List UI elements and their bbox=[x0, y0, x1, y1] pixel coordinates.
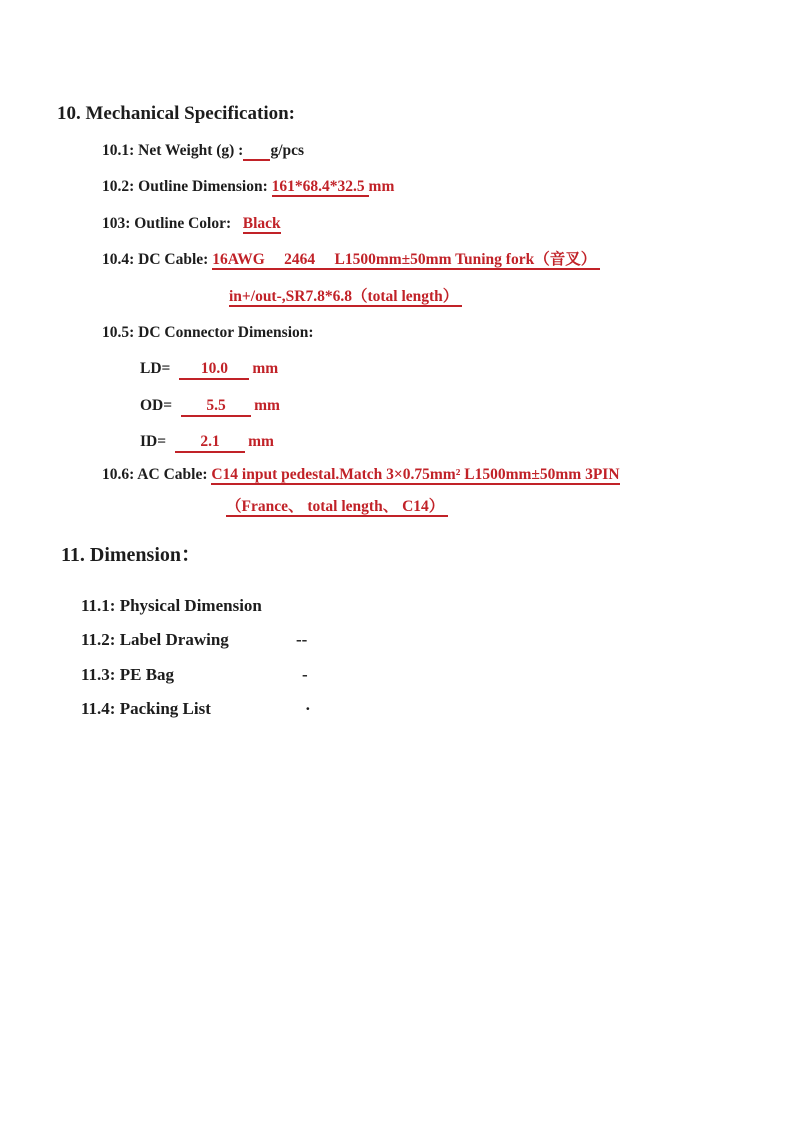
ac-cable-value-2: （France、 total length、 C14） bbox=[226, 498, 449, 515]
net-weight-label: 10.1: Net Weight (g) : bbox=[102, 142, 244, 159]
dc-cable-value-1: 16AWG 2464 L1500mm±50mm Tuning fork（音叉） bbox=[212, 251, 601, 268]
ac-cable-line-2 bbox=[226, 497, 448, 517]
dimension-item-label-drawing bbox=[81, 630, 308, 650]
outline-dimension-line bbox=[102, 177, 394, 197]
section-10-heading: 10. Mechanical Specification: bbox=[57, 103, 295, 124]
ld-label: LD= bbox=[140, 360, 171, 377]
outline-dimension-unit: mm bbox=[368, 178, 395, 195]
id-unit: mm bbox=[248, 433, 274, 450]
dc-cable-label: 10.4: DC Cable: bbox=[102, 251, 213, 268]
net-weight-line bbox=[102, 141, 304, 161]
dimension-item-physical bbox=[81, 596, 262, 616]
dimension-item-physical-label: 11.1: Physical Dimension bbox=[81, 596, 262, 615]
dimension-item-packing-list-marker: · bbox=[305, 699, 311, 718]
ac-cable-value-1: C14 input pedestal.Match 3×0.75mm² L1500mm±50mm 3PIN bbox=[211, 466, 620, 483]
outline-color-value: Black bbox=[242, 215, 281, 232]
ac-cable-label: 10.6: AC Cable: bbox=[102, 466, 212, 483]
dc-connector-row-id bbox=[140, 432, 274, 453]
od-value: 5.5 bbox=[181, 396, 251, 417]
dimension-item-label-drawing-label: 11.2: Label Drawing bbox=[81, 630, 229, 649]
ld-unit: mm bbox=[252, 360, 279, 377]
dimension-item-label-drawing-marker: -- bbox=[296, 630, 308, 649]
ld-value: 10.0 bbox=[179, 359, 249, 380]
outline-dimension-value: 161*68.4*32.5 bbox=[271, 178, 369, 195]
dimension-item-packing-list-label: 11.4: Packing List bbox=[81, 699, 211, 718]
id-label: ID= bbox=[140, 433, 167, 450]
section-11-heading: 11. Dimension： bbox=[61, 544, 202, 566]
dc-connector-heading: 10.5: DC Connector Dimension: bbox=[102, 324, 314, 341]
net-weight-blank bbox=[243, 142, 270, 161]
dc-cable-line-2 bbox=[229, 287, 462, 307]
dimension-item-pe-bag bbox=[81, 665, 308, 685]
dimension-item-packing-list bbox=[81, 699, 311, 719]
dc-cable-line-1 bbox=[102, 250, 600, 270]
id-value: 2.1 bbox=[175, 432, 245, 453]
od-label: OD= bbox=[140, 397, 173, 414]
ac-cable-line-1 bbox=[102, 465, 620, 485]
dc-connector-row-od bbox=[140, 396, 280, 417]
outline-color-line bbox=[102, 214, 281, 234]
outline-color-label: 103: Outline Color: bbox=[102, 215, 243, 232]
dc-connector-row-ld bbox=[140, 359, 278, 380]
outline-dimension-label: 10.2: Outline Dimension: bbox=[102, 178, 272, 195]
dimension-item-pe-bag-label: 11.3: PE Bag bbox=[81, 665, 175, 684]
dimension-item-pe-bag-marker: - bbox=[302, 665, 308, 684]
net-weight-suffix: g/pcs bbox=[270, 142, 305, 159]
od-unit: mm bbox=[254, 397, 280, 414]
dc-cable-value-2: in+/out-,SR7.8*6.8（total length） bbox=[229, 288, 463, 305]
